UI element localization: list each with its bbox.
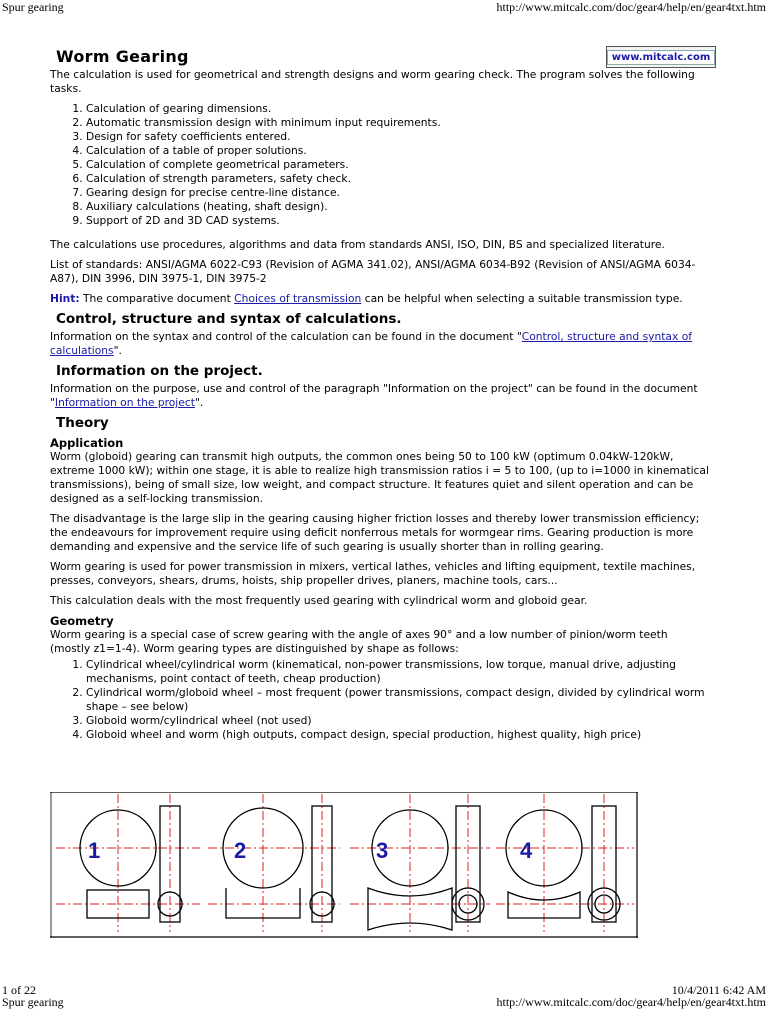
figure-label-1: 1 — [88, 838, 101, 863]
type-4-drawing — [496, 794, 634, 932]
list-item: 1. Cylindrical wheel/cylindrical worm (kinematical, non-power transmissions, low torque, manual drive, adjusting mechanisms, point contact of teeth, cheap production) — [86, 658, 710, 686]
standards-list: List of standards: ANSI/AGMA 6022-C93 (Revision of AGMA 341.02), ANSI/AGMA 6034-B92 (Revision of ANSI/AGMA 6034-A87), DIN 3996, DIN 3975-1, DIN 3975-2 — [50, 258, 696, 285]
worm-types-list — [50, 658, 710, 742]
list-item: 7. Gearing design for precise centre-line distance. — [86, 186, 710, 200]
header-url: http://www.mitcalc.com/doc/gear4/help/en/gear4txt.htm — [496, 0, 766, 14]
list-item: 2. Cylindrical worm/globoid wheel – most frequent (power transmissions, compact design, divided by cylindrical worm shape – see below) — [86, 686, 710, 714]
list-item: 8. Auxiliary calculations (heating, shaft design). — [86, 200, 710, 214]
list-item: 3. Globoid worm/cylindrical wheel (not used) — [86, 714, 710, 728]
figure-label-4: 4 — [520, 838, 533, 863]
control-text-before: Information on the syntax and control of the calculation can be found in the document " — [50, 330, 522, 343]
intro-paragraph: The calculation is used for geometrical and strength designs and worm gearing check. The program solves the following tasks. — [50, 68, 695, 95]
standards-intro: The calculations use procedures, algorithms and data from standards ANSI, ISO, DIN, BS and specialized literature. — [50, 238, 665, 251]
list-item: 3. Design for safety coefficients entered. — [86, 130, 710, 144]
project-text-before: Information on the purpose, use and control of the paragraph "Information on the project" can be found in the document " — [50, 382, 698, 409]
footer-page: 1 of 22 — [2, 983, 36, 997]
page-title: Worm Gearing — [56, 47, 189, 66]
list-item: 4. Globoid wheel and worm (high outputs, compact design, special production, highest quality, high price) — [86, 728, 710, 742]
control-heading: Control, structure and syntax of calculations. — [56, 311, 402, 327]
geometry-heading: Geometry — [50, 614, 114, 628]
project-heading: Information on the project. — [56, 363, 263, 379]
figure-label-2: 2 — [234, 838, 247, 863]
application-p4: This calculation deals with the most frequently used gearing with cylindrical worm and globoid gear. — [50, 594, 588, 607]
list-item: 5. Calculation of complete geometrical parameters. — [86, 158, 710, 172]
theory-heading: Theory — [56, 415, 109, 431]
list-item: 9. Support of 2D and 3D CAD systems. — [86, 214, 710, 228]
type-3-drawing — [350, 794, 490, 932]
hint-label: Hint: — [50, 292, 80, 305]
footer-datetime: 10/4/2011 6:42 AM — [671, 983, 766, 997]
hint-text-after: can be helpful when selecting a suitable transmission type. — [361, 292, 683, 305]
control-text-after: ". — [113, 344, 122, 357]
tasks-list — [50, 102, 710, 228]
application-p2: The disadvantage is the large slip in the gearing causing higher friction losses and thereby lower transmission efficiency; the endeavours for improvement require using deficit nonferrous metals for wormgear rims. Gearing production is more demanding and expensive and the service life of such gearing is usually shorter than in rolling gearing. — [50, 512, 700, 553]
control-structure-link[interactable]: Control, structure and syntax of calculations — [50, 330, 693, 357]
application-p1: Worm (globoid) gearing can transmit high outputs, the common ones being 50 to 100 kW (optimum 0.04kW-120kW, extreme 1000 kW); within one stage, it is able to realize high transmission ratios i = 5 to 100, (up to i=1000 in kinematical transmissions), being of small size, low weight, and compact structure. It features quiet and silent operation and can be designed as a self-locking transmission. — [50, 450, 709, 505]
project-text-after: ". — [194, 396, 204, 409]
header-title: Spur gearing — [2, 0, 64, 14]
list-item: 2. Automatic transmission design with minimum input requirements. — [86, 116, 710, 130]
control-paragraph — [50, 330, 710, 358]
footer-url: http://www.mitcalc.com/doc/gear4/help/en/gear4txt.htm — [496, 995, 766, 1009]
hint-paragraph — [50, 292, 710, 306]
geometry-p1: Worm gearing is a special case of screw gearing with the angle of axes 90° and a low number of pinion/worm teeth (mostly z1=1-4). Worm gearing types are distinguished by shape as follows: — [50, 628, 668, 655]
project-paragraph — [50, 382, 710, 410]
hint-text-before: The comparative document — [79, 292, 235, 305]
logo-text: www.mitcalc.com — [607, 50, 716, 65]
type-1-drawing — [56, 794, 200, 932]
choices-of-transmission-link[interactable]: Choices of transmission — [234, 292, 362, 305]
list-item: 6. Calculation of strength parameters, safety check. — [86, 172, 710, 186]
information-on-project-link[interactable]: Information on the project — [54, 396, 195, 409]
application-p3: Worm gearing is used for power transmission in mixers, vertical lathes, vehicles and lifting equipment, textile machines, presses, conveyors, shears, drums, hoists, ship propeller drives, planers, machine tools, cars... — [50, 560, 696, 587]
list-item: 4. Calculation of a table of proper solutions. — [86, 144, 710, 158]
worm-gearing-types-figure — [50, 792, 638, 938]
list-item: 1. Calculation of gearing dimensions. — [86, 102, 710, 116]
figure-label-3: 3 — [376, 838, 389, 863]
document-body — [50, 46, 710, 748]
application-heading: Application — [50, 436, 124, 450]
type-2-drawing — [208, 794, 340, 932]
footer-title: Spur gearing — [2, 995, 64, 1009]
